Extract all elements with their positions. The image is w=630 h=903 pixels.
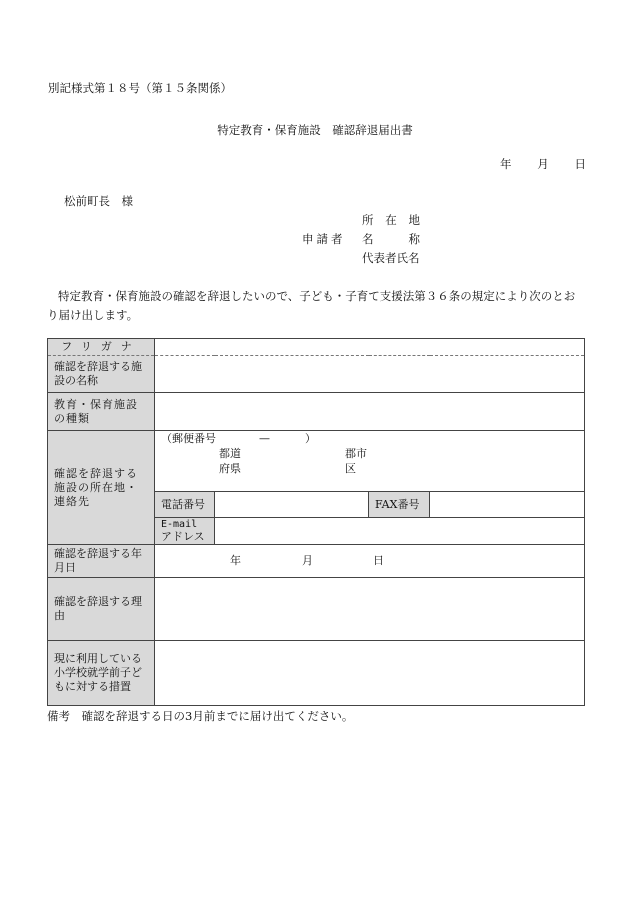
prefecture-label-bottom: 府県 xyxy=(219,462,241,475)
withdraw-date-year: 年 xyxy=(230,554,241,567)
date-day-label: 日 xyxy=(574,157,586,171)
reason-label: 確認を辞退する理由 xyxy=(48,578,155,641)
facility-type-field[interactable] xyxy=(155,393,585,431)
measures-field[interactable] xyxy=(155,641,585,706)
postal-close: ） xyxy=(305,432,316,445)
submission-date xyxy=(500,156,586,172)
measures-label: 現に利用している小学校就学前子どもに対する措置 xyxy=(48,641,155,706)
location-label: 確認を辞退する施設の所在地・連絡先 xyxy=(48,431,155,545)
facility-name-field[interactable] xyxy=(155,356,585,393)
applicant-fields xyxy=(362,211,420,268)
postal-dash: — xyxy=(259,432,270,445)
facility-name-label: 確認を辞退する施設の名称 xyxy=(48,356,155,393)
date-year-label: 年 xyxy=(500,157,512,171)
addressee: 松前町長 様 xyxy=(64,194,133,208)
phone-label: 電話番号 xyxy=(155,492,215,518)
postal-code-label: （郵便番号 xyxy=(161,432,216,445)
email-label: E-mail アドレス xyxy=(155,518,215,545)
withdraw-date-field[interactable] xyxy=(155,545,585,578)
date-month-label: 月 xyxy=(537,157,549,171)
applicant-name-label: 名 称 xyxy=(362,232,420,246)
applicant-label: 申請者 xyxy=(302,232,346,246)
furigana-field[interactable] xyxy=(155,339,585,356)
applicant-representative-label: 代表者氏名 xyxy=(362,251,420,265)
form-number: 別記様式第１８号（第１５条関係） xyxy=(48,81,232,95)
remarks-note: 備考 確認を辞退する日の3月前までに届け出てください。 xyxy=(47,709,354,723)
applicant-address-label: 所 在 地 xyxy=(362,213,420,227)
body-text: 特定教育・保育施設の確認を辞退したいので、子ども・子育て支援法第３６条の規定により次のとおり届け出します。 xyxy=(47,289,576,322)
prefecture-label-top: 都道 xyxy=(219,447,241,460)
fax-label: FAX番号 xyxy=(369,492,430,518)
document-title: 特定教育・保育施設 確認辞退届出書 xyxy=(217,123,413,137)
withdraw-date-label: 確認を辞退する年月日 xyxy=(48,545,155,578)
facility-type-label: 教育・保育施設の種類 xyxy=(48,393,155,431)
city-label-top: 郡市 xyxy=(345,447,367,460)
address-field[interactable] xyxy=(155,431,585,492)
city-label-bottom: 区 xyxy=(345,462,356,475)
furigana-label: フリガナ xyxy=(48,339,155,356)
email-field[interactable] xyxy=(215,518,585,545)
withdraw-date-day: 日 xyxy=(373,554,384,567)
reason-field[interactable] xyxy=(155,578,585,641)
fax-field[interactable] xyxy=(430,492,585,518)
withdraw-date-month: 月 xyxy=(302,554,313,567)
withdrawal-form-table xyxy=(47,338,585,706)
phone-field[interactable] xyxy=(215,492,369,518)
